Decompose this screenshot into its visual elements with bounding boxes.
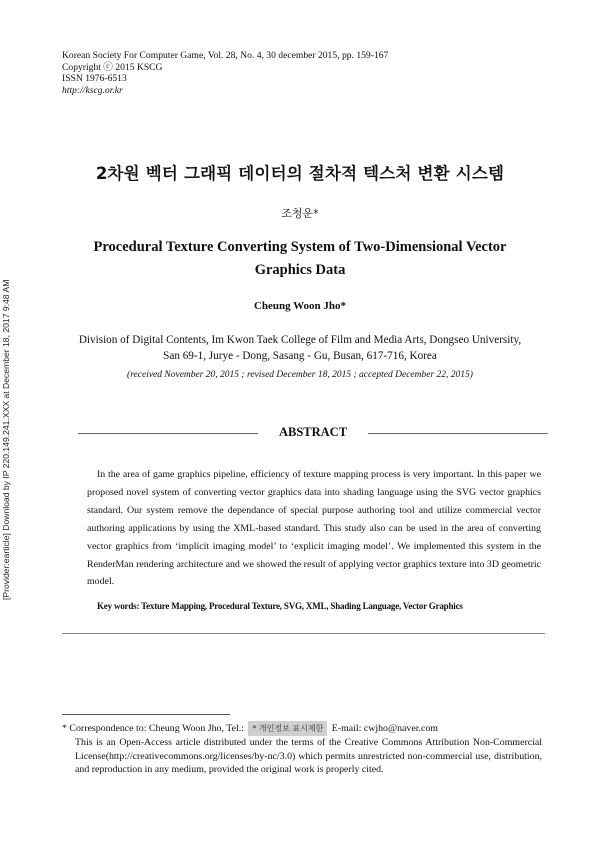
journal-url-link[interactable]: http://kscg.or.kr — [62, 84, 123, 96]
korean-author: 조청운* — [281, 207, 319, 220]
issn-line: ISSN 1976-6513 — [62, 73, 127, 84]
journal-citation: Korean Society For Computer Game, Vol. 28, No. 4, 30 december 2015, pp. 159-167 — [62, 50, 389, 61]
copyright-line: Copyright ⓒ 2015 KSCG — [62, 61, 163, 73]
english-author: Cheung Woon Jho* — [253, 300, 347, 312]
korean-title: 2차원 벡터 그래픽 데이터의 절차적 텍스처 변환 시스템 — [95, 164, 505, 183]
download-stamp: [Provider:earticle] Download by IP 220.149.241.XXX at December 18, 2017 9:48 AM — [1, 279, 11, 600]
keywords: Key words: Texture Mapping, Procedural Texture, SVG, XML, Shading Language, Vector Graphics — [97, 601, 463, 611]
abstract-body: In the area of game graphics pipeline, efficiency of texture mapping process is very important. In this paper we proposed novel system of converting vector graphics data into shading language using the SVG vector graphics standard. Our system remove the dependance of special purpose authoring tool and utilize commercial vector authoring applications by using the XML-based standard. This study also can be used in the area of converting vector graphics from ‘implicit imaging model’ to ‘explicit imaging model’. We implemented this system in the RenderMan rendering architecture and we showed the result of applying vector graphics texture into 3D geometric model. — [87, 469, 541, 588]
submission-dates: (received November 20, 2015 ; revised December 18, 2015 ; accepted December 22, 2015) — [127, 370, 473, 380]
correspondence-prefix: * Correspondence to: Cheung Woon Jho, Tel.: — [62, 723, 244, 734]
english-title: Procedural Texture Converting System of Two-Dimensional Vector Graphics Data — [93, 239, 507, 278]
abstract-heading: ABSTRACT — [278, 425, 348, 439]
abstract-heading-row — [78, 425, 548, 441]
section-divider — [62, 633, 545, 634]
affiliation: Division of Digital Contents, Im Kwon Taek College of Film and Media Arts, Dongseo University, San 69-1, Jurye - Dong, Sasang - Gu, Busan, 617-716, Korea — [78, 334, 522, 362]
footnote — [62, 721, 542, 777]
journal-header — [62, 50, 388, 96]
correspondence-email: E-mail: cwjho@naver.com — [331, 723, 438, 734]
footnote-divider — [62, 714, 230, 715]
redacted-phone-badge: * 개인정보 표시제한 — [248, 721, 327, 736]
license-text: This is an Open-Access article distributed under the terms of the Creative Commons Attribution Non-Commercial License(http://creativecommons.org/licenses/by-nc/3.0) which permits unrestricted non-commercial use, distribution, and reproduction in any medium, provided the original work is properly cited. — [75, 737, 542, 776]
divider-right — [368, 433, 548, 434]
correspondence-line — [62, 721, 542, 736]
